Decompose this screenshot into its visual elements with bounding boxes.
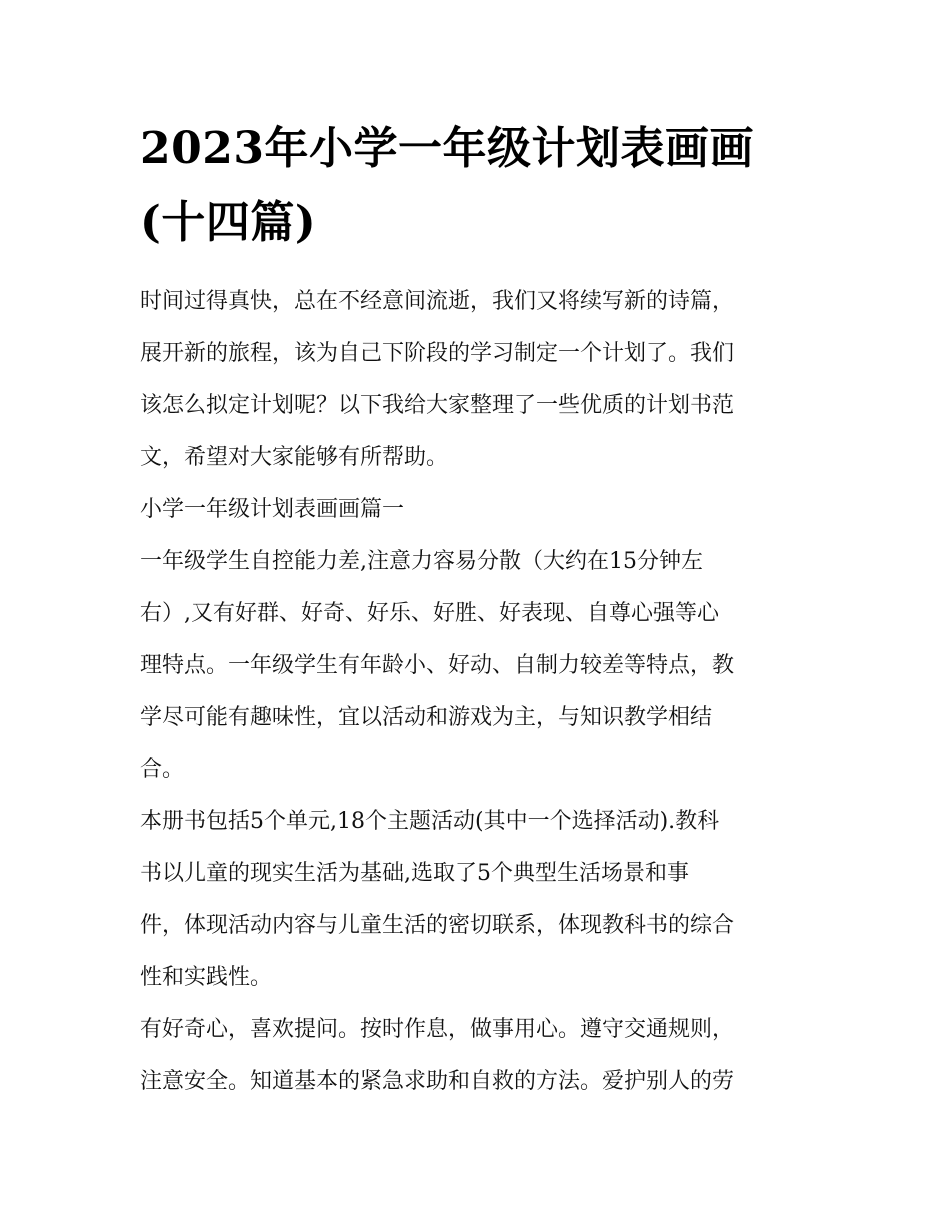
document-content [140,112,812,1108]
text-line: 性和实践性。 [140,965,273,990]
text-line: 本册书包括5个单元,18个主题活动(其中一个选择活动).教科 [140,809,720,834]
text-line: 注意安全。知道基本的紧急求助和自救的方法。爱护别人的劳 [140,1069,735,1094]
text-line: 一年级学生自控能力差,注意力容易分散（大约在15分钟左 [140,549,703,574]
title-line: 2023年小学一年级计划表画画 [140,123,754,174]
paragraph-student-traits [140,536,812,796]
text-line: 理特点。一年级学生有年龄小、好动、自制力较差等特点，教 [140,653,735,678]
text-line: 右）,又有好群、好奇、好乐、好胜、好表现、自尊心强等心 [140,601,719,626]
paragraph-textbook [140,796,812,1004]
paragraph-intro [140,276,812,484]
title-line: (十四篇) [140,197,317,248]
text-line: 展开新的旅程，该为自己下阶段的学习制定一个计划了。我们 [140,341,735,366]
text-line: 合。 [140,757,185,782]
text-line: 有好奇心，喜欢提问。按时作息，做事用心。遵守交通规则， [140,1017,735,1042]
paragraph-goals [140,1004,812,1108]
text-line: 学尽可能有趣味性，宜以活动和游戏为主，与知识教学相结 [140,705,713,730]
document-title [140,112,812,260]
text-line: 件，体现活动内容与儿童生活的密切联系，体现教科书的综合 [140,913,735,938]
section-heading [140,484,812,536]
text-line: 该怎么拟定计划呢？以下我给大家整理了一些优质的计划书范 [140,393,735,418]
text-line: 时间过得真快，总在不经意间流逝，我们又将续写新的诗篇， [140,289,735,314]
text-line: 文，希望对大家能够有所帮助。 [140,445,449,470]
text-line: 小学一年级计划表画画篇一 [140,497,405,522]
document-body [140,276,812,1108]
text-line: 书以儿童的现实生活为基础,选取了5个典型生活场景和事 [140,861,689,886]
